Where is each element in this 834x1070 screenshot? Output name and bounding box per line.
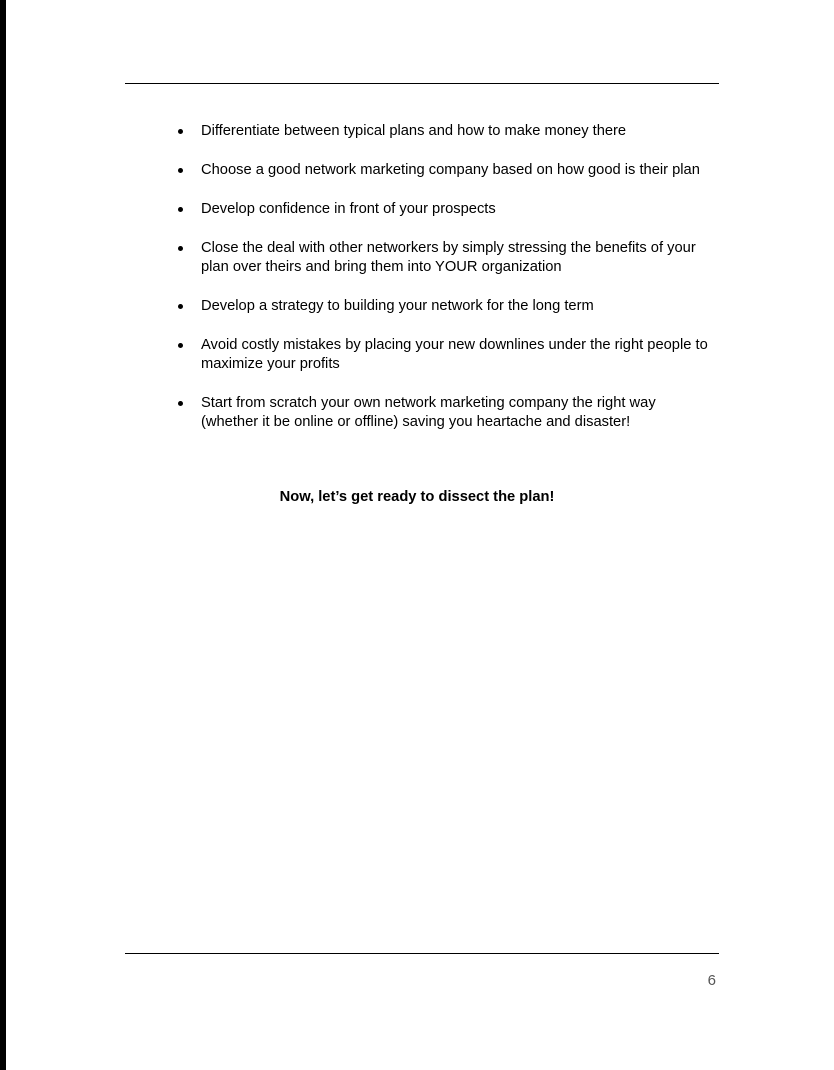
bullet-text: Start from scratch your own network marketing company the right way (whether it be online or offline) saving you heartache and disaster! [201,395,656,430]
bullet-text: Avoid costly mistakes by placing your new downlines under the right people to maximize your profits [201,337,708,372]
document-page [6,0,834,1070]
bullet-icon [178,401,183,406]
bullet-text: Develop confidence in front of your prospects [201,201,496,217]
list-item [176,297,716,316]
bullet-icon [178,246,183,251]
list-item [176,394,716,432]
header-rule [125,83,719,84]
bullet-list [176,122,716,452]
page-number: 6 [707,972,716,989]
bullet-icon [178,343,183,348]
bullet-text: Differentiate between typical plans and how to make money there [201,123,627,139]
bullet-icon [178,207,183,212]
bullet-icon [178,129,183,134]
bullet-text: Choose a good network marketing company based on how good is their plan [201,162,700,178]
bullet-icon [178,168,183,173]
list-item [176,161,716,180]
list-item [176,122,716,141]
closing-line: Now, let’s get ready to dissect the plan! [279,489,555,505]
list-item [176,336,716,374]
bullet-icon [178,304,183,309]
footer-rule [125,953,719,954]
list-item [176,239,716,277]
bullet-text: Develop a strategy to building your network for the long term [201,298,594,314]
bullet-text: Close the deal with other networkers by simply stressing the benefits of your plan over theirs and bring them into YOUR organization [201,240,696,275]
list-item [176,200,716,219]
